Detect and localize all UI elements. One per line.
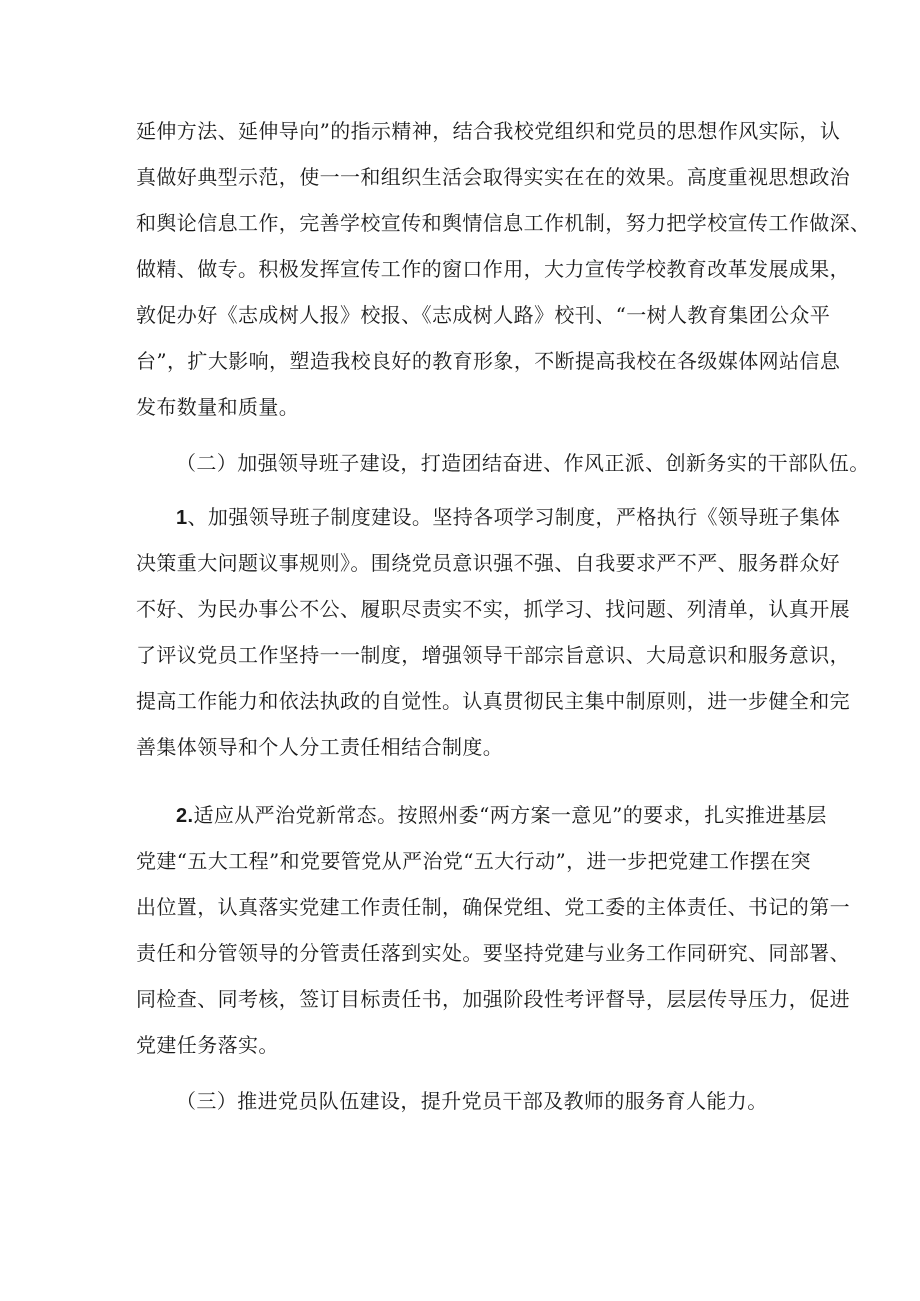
text-line: 做精、做专。积极发挥宣传工作的窗口作用，大力宣传学校教育改革发展成果，: [136, 257, 850, 281]
text-line: 善集体领导和个人分工责任相结合制度。: [136, 735, 504, 759]
text-line: 真做好典型示范，使一一和组织生活会取得实实在在的效果。高度重视思想政治: [136, 165, 850, 189]
text-line: 同检查、同考核，签订目标责任书，加强阶段性考评督导，层层传导压力，促进: [136, 987, 850, 1011]
section-heading-3: （三）推进党员队伍建设，提升党员干部及教师的服务育人能力。: [176, 1089, 768, 1113]
text-line: 提高工作能力和依法执政的自觉性。认真贯彻民主集中制原则，进一步健全和完: [136, 689, 850, 713]
text-line: 延伸方法、延伸导向”的指示精神，结合我校党组织和党员的思想作风实际，认: [136, 119, 841, 143]
text-line: 不好、为民办事公不公、履职尽责实不实，抓学习、找问题、列清单，认真开展: [136, 597, 850, 621]
text-line: 决策重大问题议事规则》。围绕党员意识强不强、自我要求严不严、服务群众好: [136, 551, 840, 575]
text-line: 党建任务落实。: [136, 1033, 279, 1057]
text-line: 出位置，认真落实党建工作责任制，确保党组、党工委的主体责任、书记的第一: [136, 895, 850, 919]
text-line: 责任和分管领导的分管责任落到实处。要坚持党建与业务工作同研究、同部署、: [136, 941, 850, 965]
text-line: 台”，扩大影响，塑造我校良好的教育形象，不断提高我校在各级媒体网站信息: [136, 349, 841, 373]
item-number: 1: [176, 507, 188, 529]
section-heading-2: （二）加强领导班子建设，打造团结奋进、作风正派、创新务实的干部队伍。: [176, 451, 870, 475]
text-line: 党建“五大工程”和党要管党从严治党“五大行动”，进一步把党建工作摆在突: [136, 849, 811, 873]
text-line: 发布数量和质量。: [136, 395, 300, 419]
text-line: 1、加强领导班子制度建设。坚持各项学习制度，严格执行《领导班子集体: [176, 505, 841, 529]
text-line: 2.适应从严治党新常态。按照州委“两方案一意见”的要求，扎实推进基层: [176, 803, 827, 827]
text-line: 了评议党员工作坚持一一制度，增强领导干部宗旨意识、大局意识和服务意识，: [136, 643, 850, 667]
text-line: 敦促办好《志成树人报》校报、《志成树人路》校刊、“一树人教育集团公众平: [136, 303, 831, 327]
item-number: 2.: [176, 805, 194, 827]
text-line: 和舆论信息工作，完善学校宣传和舆情信息工作机制，努力把学校宣传工作做深、: [136, 211, 871, 235]
